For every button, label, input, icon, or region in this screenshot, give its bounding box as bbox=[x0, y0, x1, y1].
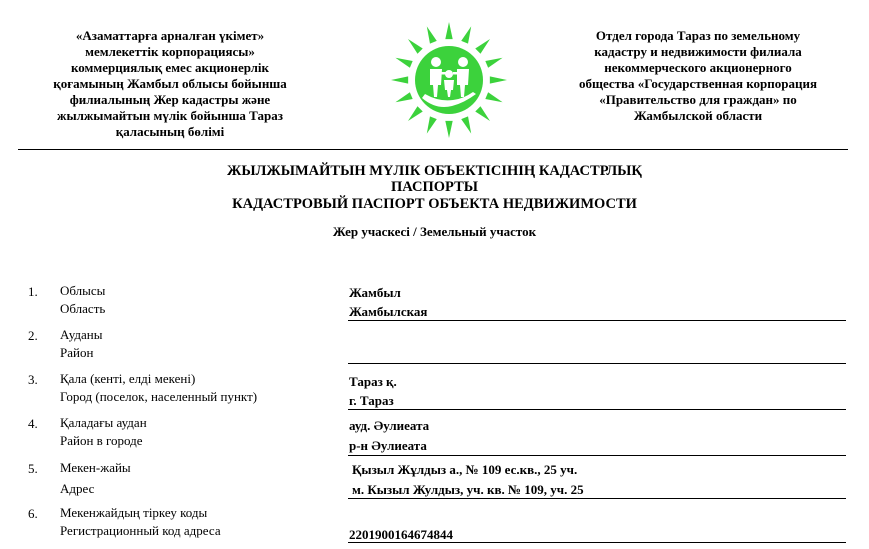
header-right-line: Жамбылской области bbox=[633, 108, 763, 123]
header-left-line: «Азаматтарға арналған үкімет» bbox=[75, 28, 265, 43]
doc-title-ru: КАДАСТРОВЫЙ ПАСПОРТ ОБЪЕКТА НЕДВИЖИМОСТИ bbox=[232, 196, 637, 212]
field-value-kz: Жамбыл bbox=[349, 285, 401, 300]
header-right-line: кадастру и недвижимости филиала bbox=[594, 44, 802, 59]
field-underline bbox=[348, 542, 846, 543]
field-label-region bbox=[60, 282, 105, 318]
field-label-district bbox=[60, 326, 103, 362]
sun-ray bbox=[461, 26, 471, 43]
header-divider bbox=[18, 149, 848, 150]
sun-ray bbox=[408, 106, 423, 121]
doc-title-kz: ЖЫЛЖЫМАЙТЫН МҮЛІК ОБЪЕКТІСІНІҢ КАДАСТРЛЫҚ bbox=[227, 163, 642, 179]
field-label-city-district bbox=[60, 414, 147, 450]
field-number: 3. bbox=[28, 372, 38, 387]
label-kz: Қаладағы аудан bbox=[60, 415, 147, 430]
sun-ray bbox=[445, 22, 452, 39]
government-for-citizens-logo bbox=[386, 20, 512, 140]
header-right-org-ru bbox=[548, 28, 848, 124]
field-value-kz: Қызыл Жұлдыз а., № 109 ес.кв., 25 уч. bbox=[352, 462, 578, 477]
field-underline bbox=[348, 498, 846, 499]
sun-ray bbox=[461, 116, 471, 133]
header-left-line: филиалының Жер кадастры және bbox=[69, 92, 271, 107]
field-value-kz: ауд. Әулиеата bbox=[349, 418, 430, 433]
field-number: 2. bbox=[28, 328, 38, 343]
field-label-address-code bbox=[60, 504, 221, 540]
field-number: 5. bbox=[28, 461, 38, 476]
sun-ray bbox=[445, 121, 452, 138]
field-value-ru: 2201900164674844 bbox=[349, 527, 453, 542]
field-number: 6. bbox=[28, 506, 38, 521]
doc-subtitle: Жер учаскесі / Земельный участок bbox=[332, 224, 537, 239]
field-value-ru: м. Кызыл Жулдыз, уч. кв. № 109, уч. 25 bbox=[352, 482, 584, 497]
sun-ray bbox=[485, 58, 502, 68]
field-underline bbox=[348, 320, 846, 321]
sun-ray bbox=[427, 26, 437, 43]
header-left-line: коммерциялық емес акционерлік bbox=[70, 60, 270, 75]
field-value-ru: Жамбылская bbox=[349, 304, 428, 319]
header-left-line: қоғамының Жамбыл облысы бойынша bbox=[53, 76, 287, 91]
label-ru: Район в городе bbox=[60, 433, 143, 448]
label-kz: Ауданы bbox=[60, 327, 103, 342]
label-ru: Регистрационный код адреса bbox=[60, 523, 221, 538]
sun-ray bbox=[475, 39, 490, 54]
doc-title-kz-2: ПАСПОРТЫ bbox=[391, 179, 478, 195]
field-value-kz: Тараз қ. bbox=[349, 374, 397, 389]
header-left-line: қаласының бөлімі bbox=[115, 124, 225, 139]
label-ru: Область bbox=[60, 301, 106, 316]
header-right-line: «Правительство для граждан» по bbox=[599, 92, 797, 107]
label-kz: Облысы bbox=[60, 283, 106, 298]
sun-ray bbox=[475, 106, 490, 121]
field-underline bbox=[348, 455, 846, 456]
header-left-line: жылжымайтын мүлік бойынша Тараз bbox=[57, 108, 283, 123]
header-right-line: Отдел города Тараз по земельному bbox=[595, 28, 801, 43]
label-kz: Мекенжайдың тіркеу коды bbox=[60, 505, 208, 520]
sun-ray bbox=[485, 92, 502, 102]
field-value-ru: р-н Әулиеата bbox=[349, 438, 427, 453]
sun-ray bbox=[395, 92, 412, 102]
field-label-city bbox=[60, 370, 257, 406]
header-right-line: общества «Государственная корпорация bbox=[578, 76, 818, 91]
header-left-line: мемлекеттік корпорациясы» bbox=[85, 44, 255, 59]
label-ru: Адрес bbox=[60, 481, 95, 496]
sun-ray bbox=[490, 76, 507, 83]
field-underline bbox=[348, 363, 846, 364]
field-value-ru: г. Тараз bbox=[349, 393, 394, 408]
sun-ray bbox=[395, 58, 412, 68]
field-number: 4. bbox=[28, 416, 38, 431]
sun-ray bbox=[391, 76, 408, 83]
field-number: 1. bbox=[28, 284, 38, 299]
label-kz: Қала (кенті, елді мекені) bbox=[60, 371, 196, 386]
header-left-org-kz bbox=[20, 28, 320, 140]
label-ru: Город (поселок, населенный пункт) bbox=[60, 389, 258, 404]
field-label-address bbox=[60, 459, 131, 498]
sun-ray bbox=[408, 39, 423, 54]
header-right-line: некоммерческого акционерного bbox=[604, 60, 792, 75]
field-underline bbox=[348, 409, 846, 410]
label-kz: Мекен-жайы bbox=[60, 460, 131, 475]
sun-ray bbox=[427, 116, 437, 133]
label-ru: Район bbox=[60, 345, 94, 360]
